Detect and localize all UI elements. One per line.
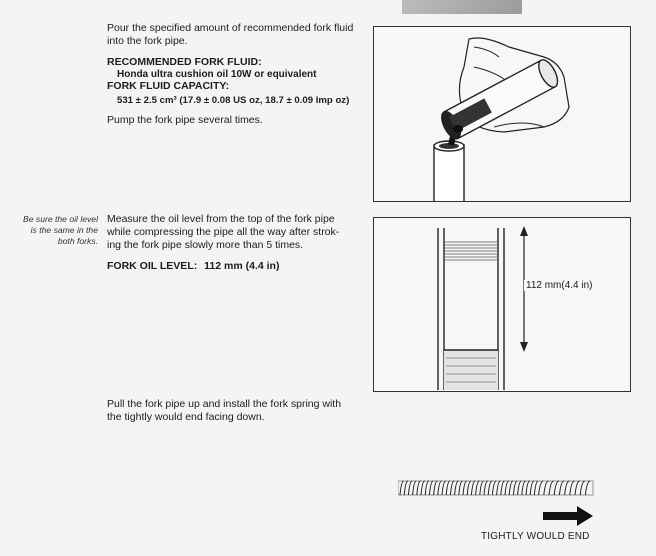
side-note-line: Be sure the oil level bbox=[23, 214, 98, 224]
spring-coil bbox=[509, 481, 513, 495]
pour-fluid-instruction: Pour the specified amount of recommended fork fluid into the fork pipe. bbox=[107, 22, 354, 47]
spring-coil bbox=[488, 481, 492, 495]
spring-coil bbox=[438, 481, 442, 495]
spring-coil bbox=[467, 481, 471, 495]
spring-coil bbox=[434, 481, 438, 495]
spring-coil bbox=[476, 481, 480, 495]
spring-coil bbox=[404, 481, 408, 495]
spring-coil bbox=[575, 481, 580, 495]
previous-figure-edge bbox=[402, 0, 522, 14]
spring-coil bbox=[501, 481, 505, 495]
capacity-heading: FORK FLUID CAPACITY: bbox=[107, 80, 230, 92]
spring-coil bbox=[480, 481, 484, 495]
spring-line: the tightly would end facing down. bbox=[107, 411, 265, 423]
spring-coil bbox=[554, 481, 559, 495]
oil-level-label: FORK OIL LEVEL: bbox=[107, 260, 198, 272]
spring-coil bbox=[429, 481, 433, 495]
spring-coil bbox=[497, 481, 501, 495]
spring-coil bbox=[492, 481, 496, 495]
spring-coil bbox=[549, 481, 554, 495]
spring-coil bbox=[565, 481, 570, 495]
spring-coil bbox=[505, 481, 509, 495]
hand-pouring-oil-illustration bbox=[374, 27, 630, 201]
spring-coil bbox=[544, 481, 549, 495]
spring-caption: TIGHTLY WOULD END bbox=[481, 531, 590, 542]
spring-coil bbox=[459, 481, 463, 495]
spring-coil bbox=[534, 481, 538, 495]
spring-coil bbox=[530, 481, 534, 495]
spring-coil bbox=[425, 481, 429, 495]
spring-coil bbox=[421, 481, 425, 495]
pour-oil-figure bbox=[373, 26, 631, 202]
spring-coil bbox=[400, 481, 404, 495]
arrow-right-icon bbox=[543, 506, 593, 526]
spring-coil bbox=[463, 481, 467, 495]
spring-coil bbox=[471, 481, 475, 495]
oil-level-value: 112 mm (4.4 in) bbox=[204, 260, 280, 272]
spring-coil bbox=[570, 481, 575, 495]
spring-coil bbox=[417, 481, 421, 495]
spring-coil bbox=[446, 481, 450, 495]
measure-line: ing the fork pipe slowly more than 5 times. bbox=[107, 239, 304, 251]
spring-coil bbox=[408, 481, 412, 495]
spring-coil bbox=[559, 481, 564, 495]
spring-coil bbox=[450, 481, 454, 495]
pump-instruction: Pump the fork pipe several times. bbox=[107, 114, 263, 126]
spring-coil bbox=[484, 481, 488, 495]
spring-coil bbox=[539, 481, 544, 495]
oil-level-spec bbox=[107, 260, 279, 273]
spring-instruction bbox=[107, 398, 377, 424]
fluid-heading: RECOMMENDED FORK FLUID: bbox=[107, 56, 262, 68]
spring-coil bbox=[513, 481, 517, 495]
measure-line: Measure the oil level from the top of the fork pipe bbox=[107, 213, 335, 225]
spring-coil bbox=[455, 481, 459, 495]
side-note-line: is the same in the bbox=[30, 225, 98, 235]
oil-level-figure bbox=[373, 217, 631, 392]
oil-level-dimension: 112 mm(4.4 in) bbox=[526, 280, 593, 291]
spring-coil bbox=[526, 481, 530, 495]
spring-coil bbox=[522, 481, 526, 495]
measure-line: while compressing the pipe all the way after strok- bbox=[107, 226, 340, 238]
side-note bbox=[8, 214, 98, 247]
spring-coil bbox=[580, 481, 585, 495]
fork-spring-illustration bbox=[398, 478, 598, 498]
spring-line: Pull the fork pipe up and install the fork spring with bbox=[107, 398, 342, 410]
side-note-line: both forks. bbox=[57, 236, 98, 246]
fluid-value: Honda ultra cushion oil 10W or equivalent bbox=[117, 69, 317, 80]
spring-coil bbox=[442, 481, 446, 495]
spring-coil bbox=[585, 481, 590, 495]
measure-instruction bbox=[107, 213, 377, 252]
capacity-value: 531 ± 2.5 cm³ (17.9 ± 0.08 US oz, 18.7 ± 0.09 Imp oz) bbox=[117, 95, 350, 106]
spring-coil bbox=[413, 481, 417, 495]
fork-oil-level-diagram bbox=[374, 218, 630, 391]
spring-coil bbox=[518, 481, 522, 495]
